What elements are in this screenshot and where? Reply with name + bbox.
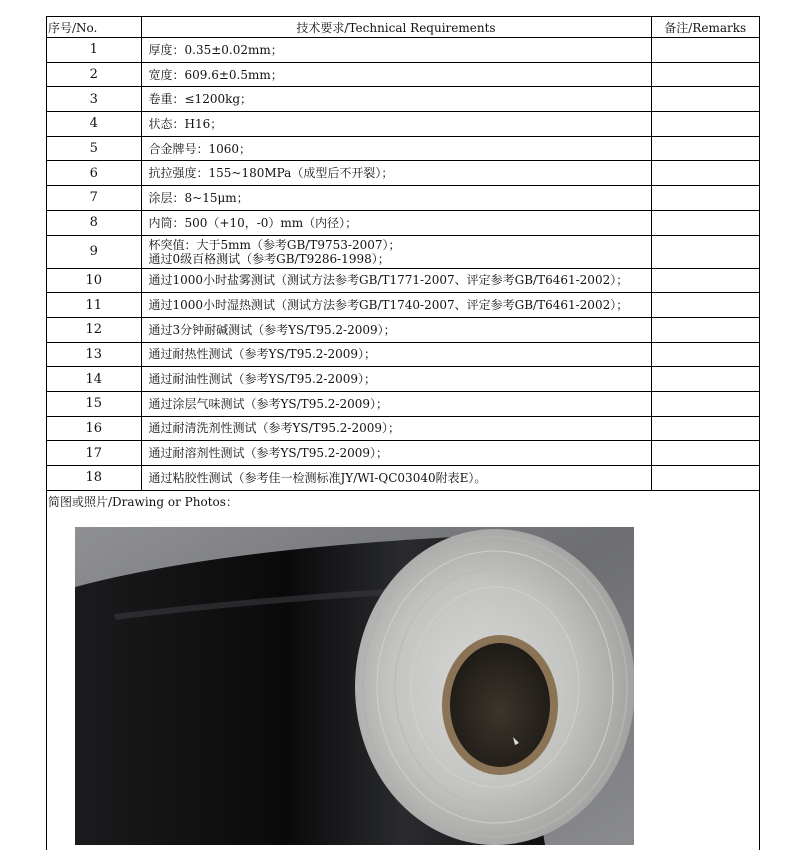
row-number: 8 — [47, 210, 141, 235]
row-number: 7 — [47, 186, 141, 211]
requirement-text: 通过3分钟耐碱测试（参考YS/T95.2-2009）； — [148, 322, 396, 337]
remarks-cell — [651, 367, 759, 392]
requirement-cell — [141, 136, 651, 161]
row-number: 5 — [47, 136, 141, 161]
requirement-cell — [141, 62, 651, 87]
table-row — [47, 466, 759, 491]
requirement-cell — [141, 210, 651, 235]
header-remarks: 备注/Remarks — [651, 17, 759, 38]
table-row — [47, 161, 759, 186]
row-number: 13 — [47, 342, 141, 367]
remarks-cell — [651, 186, 759, 211]
table-row — [47, 441, 759, 466]
remarks-cell — [651, 136, 759, 161]
table-row — [47, 210, 759, 235]
header-no: 序号/No. — [47, 17, 141, 38]
requirement-cell — [141, 416, 651, 441]
row-number: 15 — [47, 391, 141, 416]
remarks-cell — [651, 466, 759, 491]
table-row — [47, 367, 759, 392]
table-row — [47, 391, 759, 416]
requirement-text-line2: 通过0级百格测试（参考GB/T9286-1998）； — [148, 251, 390, 266]
requirement-text: 卷重：≤1200kg； — [148, 92, 253, 107]
row-number: 1 — [47, 38, 141, 63]
table-row — [47, 235, 759, 268]
requirements-table — [47, 17, 759, 491]
row-number: 14 — [47, 367, 141, 392]
requirement-cell — [141, 391, 651, 416]
table-body — [47, 38, 759, 491]
table-header-row — [47, 17, 759, 38]
row-number: 10 — [47, 268, 141, 293]
remarks-cell — [651, 441, 759, 466]
row-number: 12 — [47, 317, 141, 342]
requirement-text: 内筒：500（+10，-0）mm（内径）； — [148, 215, 358, 230]
requirement-cell — [141, 268, 651, 293]
requirement-cell — [141, 112, 651, 137]
table-row — [47, 112, 759, 137]
requirement-text: 杯突值：大于5mm（参考GB/T9753-2007）； — [148, 237, 401, 252]
table-row — [47, 342, 759, 367]
remarks-cell — [651, 87, 759, 112]
drawing-label: 简图或照片/Drawing or Photos： — [48, 495, 238, 509]
row-number: 4 — [47, 112, 141, 137]
remarks-cell — [651, 210, 759, 235]
table-row — [47, 186, 759, 211]
header-requirements: 技术要求/Technical Requirements — [141, 17, 651, 38]
remarks-cell — [651, 342, 759, 367]
remarks-cell — [651, 391, 759, 416]
remarks-cell — [651, 268, 759, 293]
requirement-text: 通过粘胶性测试（参考佳一检测标准JY/WI-QC03040附表E）。 — [148, 470, 487, 485]
row-number: 2 — [47, 62, 141, 87]
table-row — [47, 268, 759, 293]
table-row — [47, 136, 759, 161]
table-row — [47, 87, 759, 112]
row-number: 17 — [47, 441, 141, 466]
requirement-cell — [141, 186, 651, 211]
row-number: 6 — [47, 161, 141, 186]
requirement-text: 通过1000小时湿热测试（测试方法参考GB/T1740-2007、评定参考GB/T6461-2002）； — [148, 298, 629, 313]
requirement-text: 抗拉强度：155~180MPa（成型后不开裂）； — [148, 166, 394, 181]
row-number: 3 — [47, 87, 141, 112]
table-row — [47, 62, 759, 87]
remarks-cell — [651, 112, 759, 137]
requirement-cell — [141, 235, 651, 268]
remarks-cell — [651, 317, 759, 342]
row-number: 16 — [47, 416, 141, 441]
requirement-text: 合金牌号：1060； — [148, 141, 252, 156]
requirement-cell — [141, 342, 651, 367]
requirement-cell — [141, 293, 651, 318]
requirement-text: 宽度：609.6±0.5mm； — [148, 67, 283, 82]
remarks-cell — [651, 235, 759, 268]
requirement-text: 状态：H16； — [148, 116, 223, 131]
coil-photo — [75, 527, 634, 845]
requirement-cell — [141, 367, 651, 392]
remarks-cell — [651, 293, 759, 318]
requirement-cell — [141, 317, 651, 342]
row-number: 18 — [47, 466, 141, 491]
requirement-cell — [141, 38, 651, 63]
requirement-text: 通过1000小时盐雾测试（测试方法参考GB/T1771-2007、评定参考GB/T6461-2002）； — [148, 273, 629, 288]
row-number: 9 — [47, 235, 141, 268]
remarks-cell — [651, 38, 759, 63]
table-row — [47, 38, 759, 63]
requirement-cell — [141, 161, 651, 186]
table-row — [47, 317, 759, 342]
requirement-text: 通过涂层气味测试（参考YS/T95.2-2009）； — [148, 396, 389, 411]
remarks-cell — [651, 416, 759, 441]
table-row — [47, 416, 759, 441]
aluminum-coil-image — [75, 527, 634, 845]
requirement-text: 通过耐油性测试（参考YS/T95.2-2009）； — [148, 372, 377, 387]
row-number: 11 — [47, 293, 141, 318]
requirement-text: 通过耐清洗剂性测试（参考YS/T95.2-2009）； — [148, 421, 401, 436]
requirement-cell — [141, 87, 651, 112]
remarks-cell — [651, 62, 759, 87]
requirement-text: 涂层：8~15μm； — [148, 190, 249, 205]
requirement-text: 厚度：0.35±0.02mm； — [148, 42, 283, 57]
requirement-cell — [141, 441, 651, 466]
table-row — [47, 293, 759, 318]
requirement-cell — [141, 466, 651, 491]
spec-sheet — [46, 16, 760, 850]
requirement-text: 通过耐热性测试（参考YS/T95.2-2009）； — [148, 347, 377, 362]
remarks-cell — [651, 161, 759, 186]
requirement-text: 通过耐溶剂性测试（参考YS/T95.2-2009）； — [148, 446, 389, 461]
